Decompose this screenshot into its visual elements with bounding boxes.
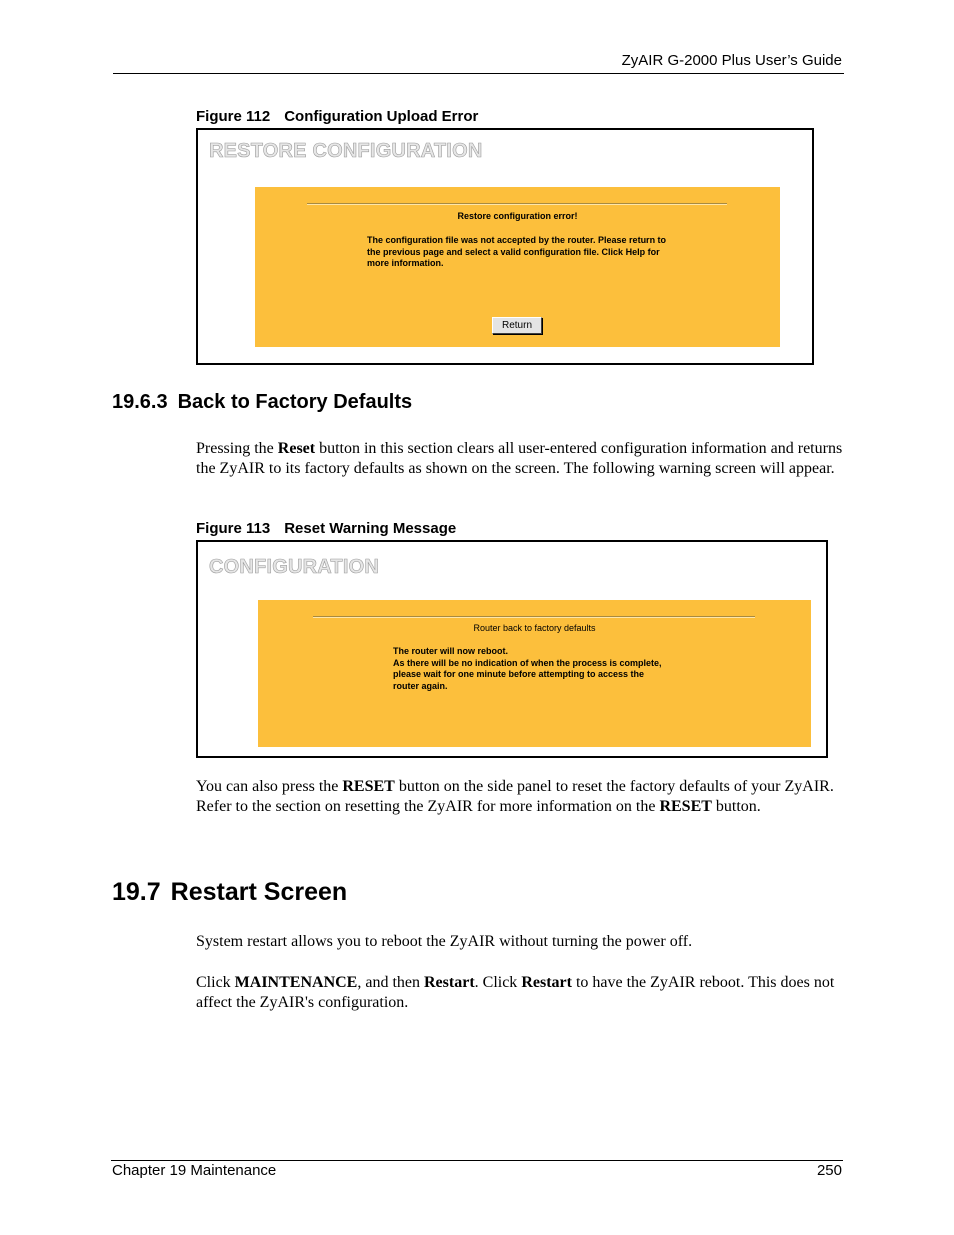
restore-error-panel	[255, 187, 780, 347]
reset-warning-line: router again.	[393, 680, 448, 691]
restore-configuration-title: RESTORE CONFIGURATION	[209, 140, 483, 162]
restore-error-line: more information.	[367, 258, 444, 268]
figure-112-caption-text: Configuration Upload Error	[284, 108, 479, 125]
footer-rule	[111, 1160, 843, 1161]
text-run: Click	[196, 974, 235, 991]
text-run: button in this section clears all user-entered configuration information and returns the ZyAIR to its factory defaults as shown on the screen. The following warning screen will appear.	[196, 440, 843, 477]
text-run: button.	[711, 798, 761, 815]
section-19-7-heading	[112, 878, 347, 907]
bold-term-reset: RESET	[659, 798, 712, 815]
running-header: ZyAIR G-2000 Plus User’s Guide	[621, 52, 842, 69]
figure-113-screenshot	[196, 540, 828, 758]
reset-button-paragraph	[196, 777, 844, 817]
section-title: Restart Screen	[170, 878, 348, 906]
figure-113-number: Figure 113	[196, 520, 271, 537]
figure-113-caption-text: Reset Warning Message	[284, 520, 457, 537]
text-run: to have the ZyAIR reboot. This does not affect the ZyAIR's configuration.	[196, 974, 835, 1011]
restore-error-line: the previous page and select a valid configuration file. Click Help for	[367, 246, 660, 257]
section-title: Back to Factory Defaults	[177, 391, 413, 413]
return-button[interactable]: Return	[492, 317, 542, 334]
text-run: , and then	[357, 974, 424, 991]
reset-warning-panel	[258, 600, 811, 747]
reset-intro-paragraph	[196, 439, 844, 479]
footer-chapter: Chapter 19 Maintenance	[112, 1162, 277, 1179]
bold-term-restart: Restart	[521, 974, 572, 991]
restore-error-heading: Restore configuration error!	[457, 211, 578, 221]
figure-112-caption	[196, 108, 478, 125]
bold-term-maintenance: MAINTENANCE	[234, 974, 358, 991]
restart-instructions-paragraph	[196, 973, 844, 1013]
header-rule	[113, 73, 844, 74]
bold-term-restart: Restart	[424, 974, 475, 991]
restore-error-line: The configuration file was not accepted by the router. Please return to	[367, 235, 667, 245]
figure-113-caption	[196, 520, 456, 537]
bold-term-reset: RESET	[342, 778, 395, 795]
section-number: 19.6.3	[112, 391, 168, 413]
text-run: button on the side panel to reset the factory defaults of your ZyAIR. Refer to the section on resetting the ZyAIR for more information on the	[196, 778, 834, 815]
panel-divider	[313, 616, 755, 618]
section-19-6-3-heading	[112, 391, 412, 414]
restart-intro-paragraph: System restart allows you to reboot the ZyAIR without turning the power off.	[196, 933, 693, 950]
reset-warning-heading: Router back to factory defaults	[473, 623, 596, 633]
figure-112-screenshot	[196, 128, 814, 365]
section-number: 19.7	[112, 878, 161, 906]
reset-warning-message	[393, 646, 753, 692]
text-run: . Click	[474, 974, 522, 991]
figure-112-number: Figure 112	[196, 108, 271, 125]
footer-page-number: 250	[816, 1162, 842, 1179]
configuration-title: CONFIGURATION	[209, 556, 379, 578]
reset-warning-line: As there will be no indication of when the process is complete,	[393, 657, 662, 668]
bold-term-reset: Reset	[277, 440, 316, 457]
text-run: You can also press the	[196, 778, 343, 795]
reset-warning-line: The router will now reboot.	[393, 646, 509, 656]
reset-warning-line: please wait for one minute before attempting to access the	[393, 669, 645, 679]
panel-divider	[307, 203, 727, 205]
text-run: Pressing the	[196, 440, 278, 457]
restore-error-message	[367, 235, 707, 270]
